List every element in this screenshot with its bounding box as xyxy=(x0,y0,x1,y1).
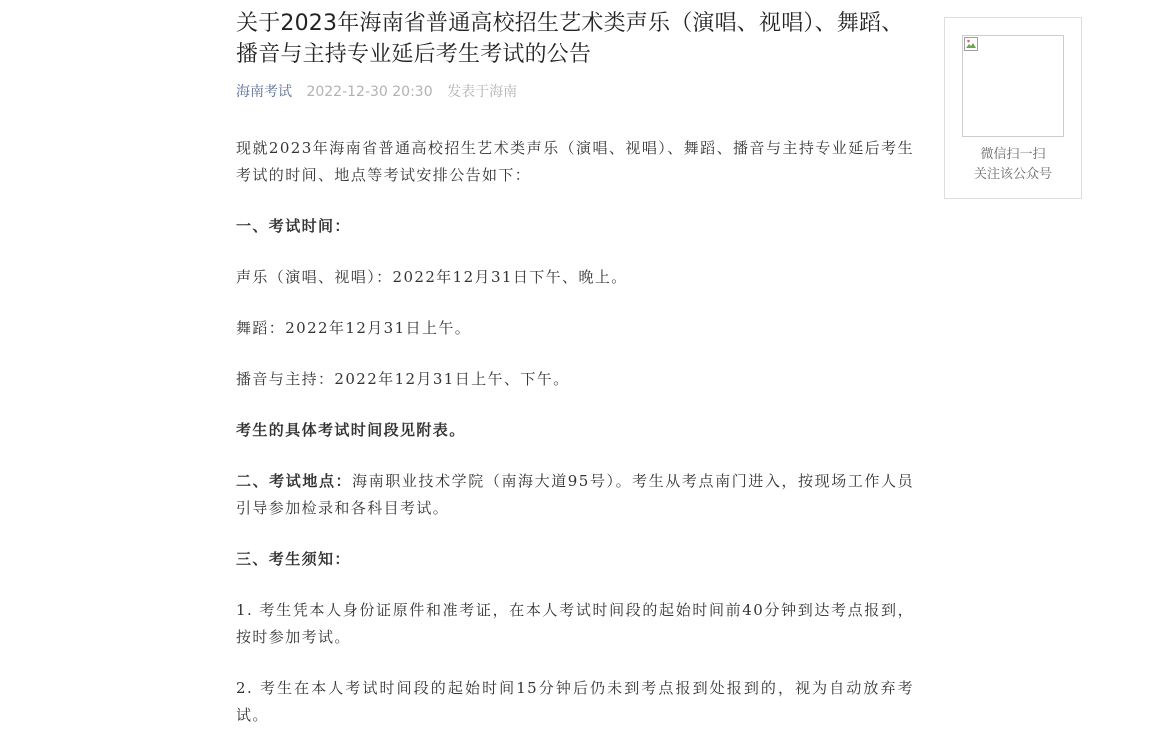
notice-item-1: 1. 考生凭本人身份证原件和准考证，在本人考试时间段的起始时间前40分钟到达考点报到，按时参加考试。 xyxy=(236,601,914,646)
schedule-note-text: 考生的具体考试时间段见附表。 xyxy=(236,421,466,439)
article-meta xyxy=(236,82,914,102)
exam-time-dance: 舞蹈：2022年12月31日上午。 xyxy=(236,319,472,337)
article xyxy=(236,8,914,753)
section-heading-notice xyxy=(236,546,914,573)
intro-paragraph: 现就2023年海南省普通高校招生艺术类声乐（演唱、视唱）、舞蹈、播音与主持专业延后考生考试的时间、地点等考试安排公告如下： xyxy=(236,139,914,184)
publish-location: 发表于海南 xyxy=(447,84,518,100)
article-content xyxy=(236,135,914,729)
broken-image-icon xyxy=(964,37,978,51)
exam-time-broadcast: 播音与主持：2022年12月31日上午、下午。 xyxy=(236,370,570,388)
exam-time-vocal: 声乐（演唱、视唱）：2022年12月31日下午、晚上。 xyxy=(236,268,628,286)
article-title: 关于2023年海南省普通高校招生艺术类声乐（演唱、视唱）、舞蹈、播音与主持专业延后考生考试的公告 xyxy=(236,11,904,67)
publish-time: 2022-12-30 20:30 xyxy=(306,84,433,100)
section-heading-text: 三、考生须知： xyxy=(236,550,351,568)
qr-caption-line2: 关注该公众号 xyxy=(973,167,1052,182)
qr-caption-line1: 微信扫一扫 xyxy=(980,147,1046,162)
section-heading-exam-time xyxy=(236,213,914,240)
notice-item-2: 2. 考生在本人考试时间段的起始时间15分钟后仍未到考点报到处报到的，视为自动放弃考试。 xyxy=(236,679,914,724)
exam-location-paragraph xyxy=(236,468,914,522)
account-name-link[interactable]: 海南考试 xyxy=(236,84,292,100)
exam-location-text: 海南职业技术学院（南海大道95号）。考生从考点南门进入，按现场工作人员引导参加检录和各科目考试。 xyxy=(236,472,914,517)
qr-code-panel xyxy=(944,17,1082,199)
qr-code-image xyxy=(962,35,1064,137)
qr-caption xyxy=(945,145,1081,185)
section-heading-text: 一、考试时间： xyxy=(236,217,351,235)
schedule-note xyxy=(236,417,914,444)
exam-location-label: 二、考试地点： xyxy=(236,472,353,490)
